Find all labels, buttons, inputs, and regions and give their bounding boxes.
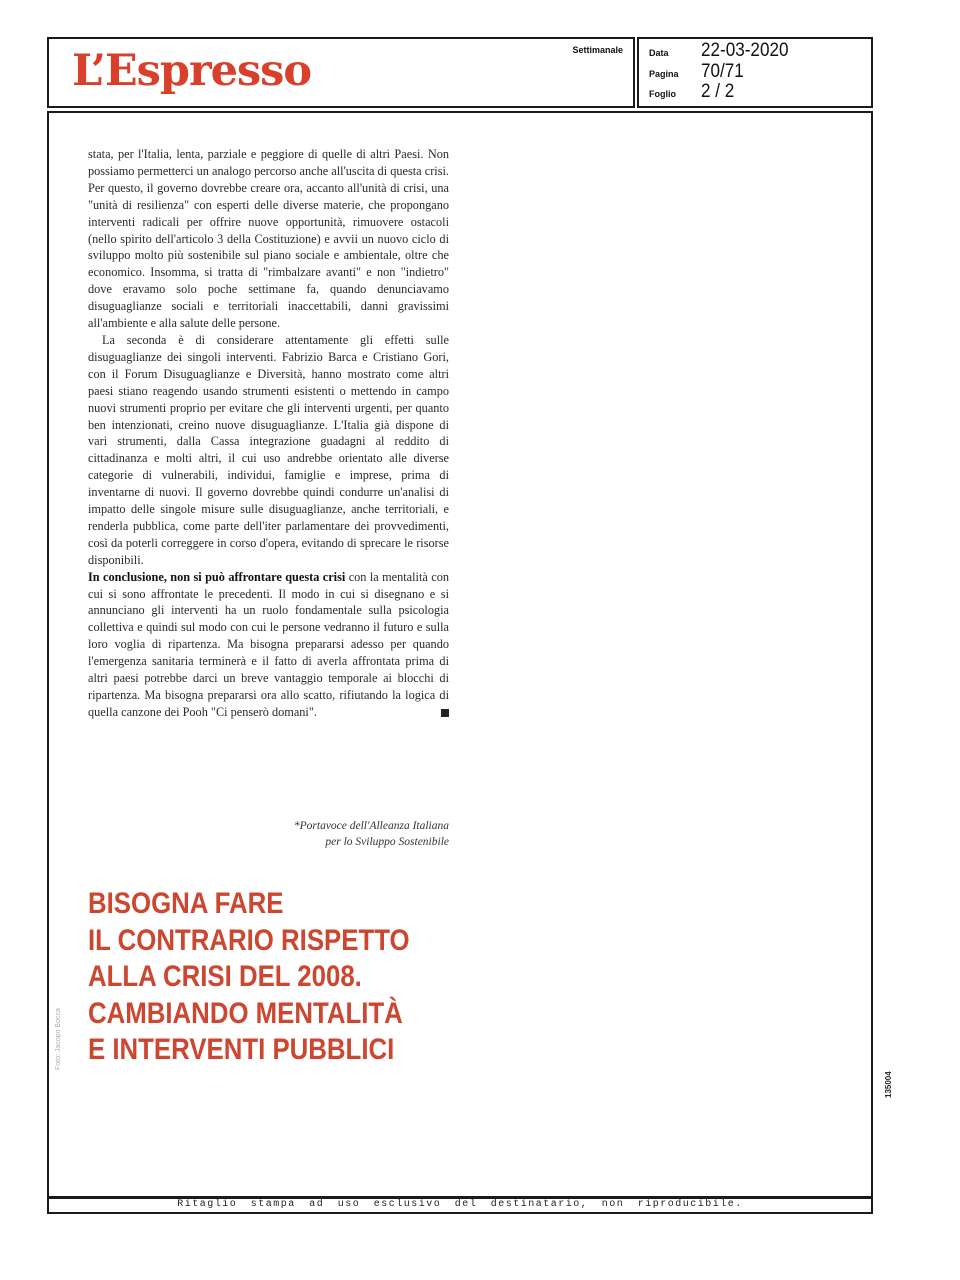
article-paragraph-3	[88, 569, 449, 721]
publication-logo: L’Espresso	[72, 46, 312, 96]
signature-line-2: per lo Sviluppo Sostenibile	[325, 836, 449, 848]
pullquote-line: E INTERVENTI PUBBLICI	[88, 1033, 395, 1067]
meta-value-date: 22-03-2020	[701, 40, 789, 61]
periodicity-label: Settimanale	[572, 45, 623, 55]
photo-credit: Foto: Jacopo Bocca	[55, 1008, 62, 1070]
header-meta-box	[637, 37, 873, 108]
article-paragraph-2: La seconda è di considerare attentamente gli effetti sulle disuguaglianze dei singoli interventi. Fabrizio Barca e Cristiano Gori, con il Forum Disuguaglianze e Diversità, hanno mostrato come altri paesi stiano reagendo usando strumenti esistenti o mettendo in campo nuovi strumenti proprio per evitare che gli interventi urgenti, per quanto ben intenzionati, creino nuove disuguaglianze. L'Italia già dispone di vari strumenti, dalla Cassa integrazione guadagni al reddito di cittadinanza e molti altri, il cui uso andrebbe orientato alle diverse categorie di vulnerabili, individui, famiglie e imprese, prima di inventarne di nuovi. Il governo dovrebbe quindi condurre un'analisi di impatto delle singole misure sulle disuguaglianze, anche territoriali, e renderla pubblica, come parte dell'iter parlamentare dei provvedimenti, così da poterli correggere in corso d'opera, evitando di sprecare le risorse disponibili.	[88, 332, 449, 567]
meta-label-date: Data	[649, 48, 669, 58]
article-paragraph-3-lead: In conclusione, non si può affrontare questa crisi	[88, 569, 346, 584]
meta-label-page: Pagina	[649, 69, 679, 79]
footer-box	[47, 1196, 873, 1214]
pullquote-line: CAMBIANDO MENTALITÀ	[88, 996, 403, 1030]
pullquote	[88, 886, 410, 1069]
meta-sheet-row	[649, 81, 738, 103]
meta-date-row	[649, 40, 798, 62]
document-code: 135004	[884, 1071, 893, 1098]
pullquote-line: BISOGNA FARE	[88, 887, 284, 920]
meta-value-page: 70/71	[701, 61, 744, 82]
pullquote-line: ALLA CRISI DEL 2008.	[88, 960, 362, 994]
meta-page-row	[649, 61, 749, 83]
pullquote-line: IL CONTRARIO RISPETTO	[88, 923, 410, 957]
article-paragraph-3-body: con la mentalità con cui si sono affrontate le precedenti. Il modo in cui si disegnano e si annunciano gli interventi ha un ruolo fondamentale sulla psicologia collettiva e quindi sul modo con cui le persone vedranno il futuro e sulla loro voglia di ripartenza. Ma bisogna prepararsi adesso per quando l'emergenza sanitaria terminerà e il fatto di averla affrontata prima di altri paesi potrebbe darci un breve vantaggio temporale ai blocchi di ripartenza. Ma bisogna prepararsi ora allo scatto, rifiutando la logica di quella canzone dei Pooh "Ci penserò domani".	[88, 569, 449, 719]
author-signature	[88, 818, 449, 850]
article-paragraph-1: stata, per l'Italia, lenta, parziale e peggiore di quelle di altri Paesi. Non possiamo permetterci un analogo percorso anche all'uscita di questa crisi. Per questo, il governo dovrebbe creare ora, accanto all'unità di crisi, una "unità di resilienza" con esperti delle diverse materie, che propongano interventi radicali per offrire nuove opportunità, rimuovere ostacoli (nello spirito dell'articolo 3 della Costituzione) e avvii un nuovo ciclo di sviluppo molto più sostenibile sul piano sociale e ambientale, oltre che economico. Insomma, si tratta di "rimbalzare avanti" e non "indietro" dove eravamo solo poche settimane fa, quando denunciavamo disuguaglianze sociali e territoriali inaccettabili, danni gravissimi all'ambiente e alla salute delle persone.	[88, 147, 449, 331]
signature-line-1: *Portavoce dell'Alleanza Italiana	[293, 820, 449, 832]
article-text	[88, 146, 449, 722]
footer-notice: Ritaglio stampa ad uso esclusivo del destinatario, non riproducibile.	[177, 1199, 743, 1210]
meta-label-sheet: Foglio	[649, 89, 676, 99]
meta-value-sheet: 2 / 2	[701, 81, 735, 102]
